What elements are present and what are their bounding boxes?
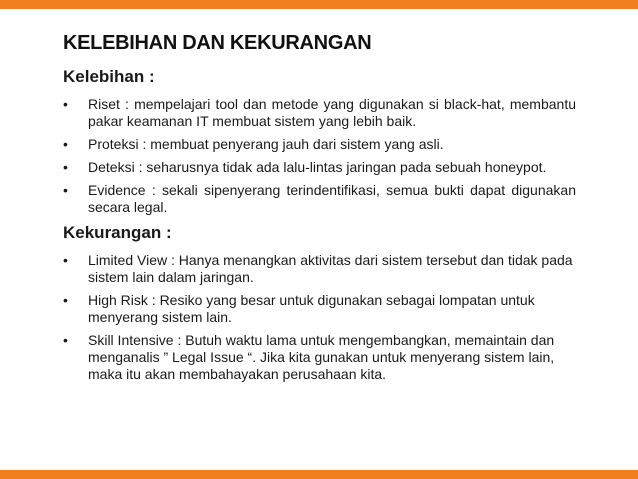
bullet-icon: • [63,96,68,112]
list-item-text: High Risk : Resiko yang besar untuk digunakan sebagai lompatan untuk menyerang sistem lain. [88,292,535,325]
kekurangan-heading: Kekurangan : [63,223,172,242]
list-item [63,136,576,153]
bullet-icon: • [63,332,68,348]
bullet-icon: • [63,252,68,268]
list-item-text: Evidence : sekali sipenyerang terindentifikasi, semua bukti dapat digunakan secara legal. [88,182,576,215]
list-item [63,182,576,216]
bottom-accent-bar [0,470,638,479]
bullet-icon: • [63,182,68,198]
list-item-text: Riset : mempelajari tool dan metode yang digunakan si black-hat, membantu pakar keamanan IT membuat sistem yang lebih baik. [88,96,576,129]
list-item [63,159,576,176]
kekurangan-list [63,252,576,383]
list-item [63,252,576,286]
top-accent-bar [0,0,638,9]
kelebihan-heading: Kelebihan : [63,67,155,86]
bullet-icon: • [63,292,68,308]
list-item-text: Limited View : Hanya menangkan aktivitas dari sistem tersebut dan tidak pada sistem lain dalam jaringan. [88,252,573,285]
kelebihan-list [63,96,576,216]
list-item [63,96,576,130]
list-item [63,292,576,326]
list-item-text: Skill Intensive : Butuh waktu lama untuk mengembangkan, memaintain dan menganalis ” Legal Issue “. Jika kita gunakan untuk menyerang sistem lain, maka itu akan membahayakan perusahaan kita. [88,332,555,382]
bullet-icon: • [63,159,68,175]
list-item-text: Proteksi : membuat penyerang jauh dari sistem yang asli. [88,136,444,152]
slide-content [63,66,576,389]
list-item [63,332,576,383]
list-item-text: Deteksi : seharusnya tidak ada lalu-lintas jaringan pada sebuah honeypot. [88,159,547,175]
bullet-icon: • [63,136,68,152]
slide-title: KELEBIHAN DAN KEKURANGAN [63,32,372,54]
